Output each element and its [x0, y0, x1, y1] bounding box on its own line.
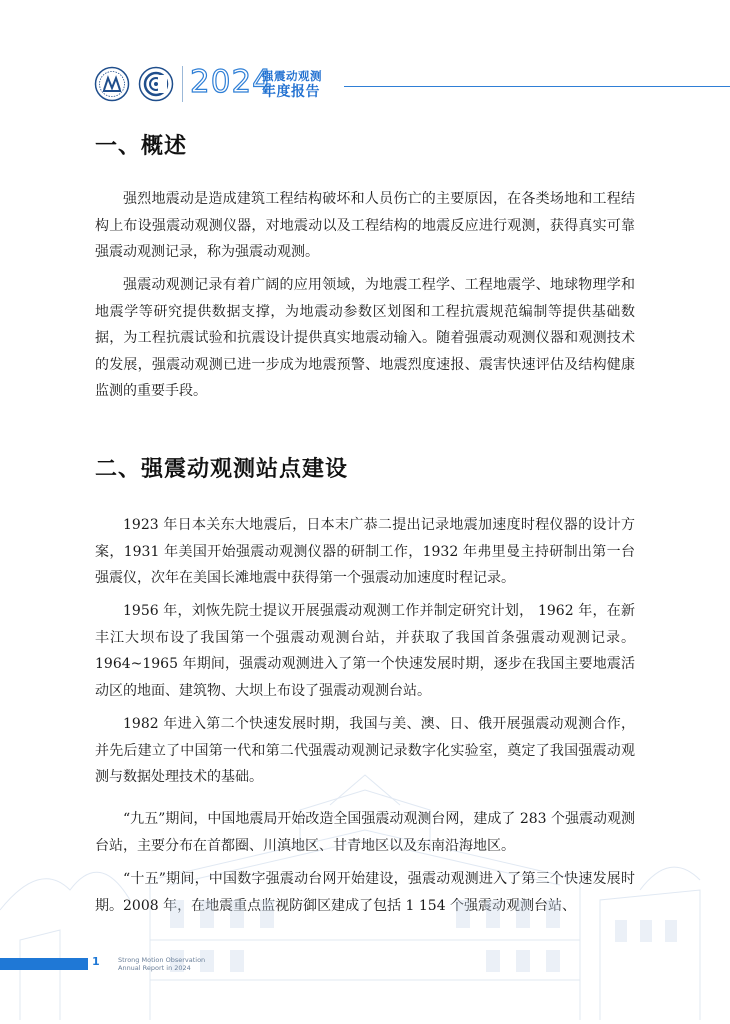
- header-divider: [182, 66, 183, 102]
- paragraph: “十五”期间，中国数字强震动台网开始建设，强震动观测进入了第三个快速发展时期。2008 年，在地震重点监视防御区建成了包括 1 154 个强震动观测台站、: [95, 871, 635, 914]
- paragraph: 1923 年日本关东大地震后，日本末广恭二提出记录地震加速度时程仪器的设计方案，1931 年美国开始强震动观测仪器的研制工作，1932 年弗里曼主持研制出第一台强震仪，次年在美国长滩地震中获得第一个强震动加速度时程记录。: [95, 517, 635, 586]
- report-title-line1: 强震动观测: [262, 69, 322, 83]
- paragraph: 强烈地震动是造成建筑工程结构破坏和人员伤亡的主要原因，在各类场地和工程结构上布设强震动观测仪器，对地震动以及工程结构的地震反应进行观测，获得真实可靠强震动观测记录，称为强震动观测。: [95, 191, 635, 260]
- building-watermark-icon: [0, 760, 730, 1024]
- paragraph: “九五”期间，中国地震局开始改造全国强震动观测台网，建成了 283 个强震动观测台站，主要分布在首都圈、川滇地区、甘青地区以及东南沿海地区。: [95, 811, 635, 854]
- footer-accent-bar: [0, 958, 88, 970]
- paragraph: 1982 年进入第二个快速发展时期，我国与美、澳、日、俄开展强震动观测合作，并先后建立了中国第一代和第二代强震动观测记录数字化实验室，奠定了我国强震动观测与数据处理技术的基础。: [95, 716, 635, 785]
- institute-logo-icon: [94, 66, 130, 102]
- footer-line2: Annual Report in 2024: [118, 964, 191, 972]
- paragraph: 强震动观测记录有着广阔的应用领域，为地震工程学、工程地震学、地球物理学和地震学等研究提供数据支撑，为地震动参数区划图和工程抗震规范编制等提供基础数据，为工程抗震试验和抗震设计提供真实地震动输入。随着强震动观测仪器和观测技术的发展，强震动观测已进一步成为地震预警、地震烈度速报、震害快速评估及结构健康监测的重要手段。: [95, 277, 635, 399]
- earthquake-agency-logo-icon: [138, 66, 174, 102]
- header-rule: [344, 86, 730, 87]
- footer-line1: Strong Motion Observation: [118, 956, 206, 964]
- page-number: 1: [92, 955, 100, 968]
- report-title-line2: 年度报告: [262, 84, 320, 100]
- page-header: [0, 0, 730, 110]
- report-year: 2024: [190, 64, 273, 100]
- footer-report-name: [118, 956, 205, 972]
- section-heading-station-construction: 二、强震动观测站点建设: [95, 457, 349, 482]
- paragraph: 1956 年，刘恢先院士提议开展强震动观测工作并制定研究计划， 1962 年，在新丰江大坝布设了我国第一个强震动观测台站，并获取了我国首条强震动观测记录。1964~1965 年期间，强震动观测进入了第一个快速发展时期，逐步在我国主要地震活动区的地面、建筑物、大坝上布设了强震动观测台站。: [95, 603, 635, 699]
- report-title: [262, 68, 336, 100]
- section-heading-overview: 一、概述: [95, 134, 188, 159]
